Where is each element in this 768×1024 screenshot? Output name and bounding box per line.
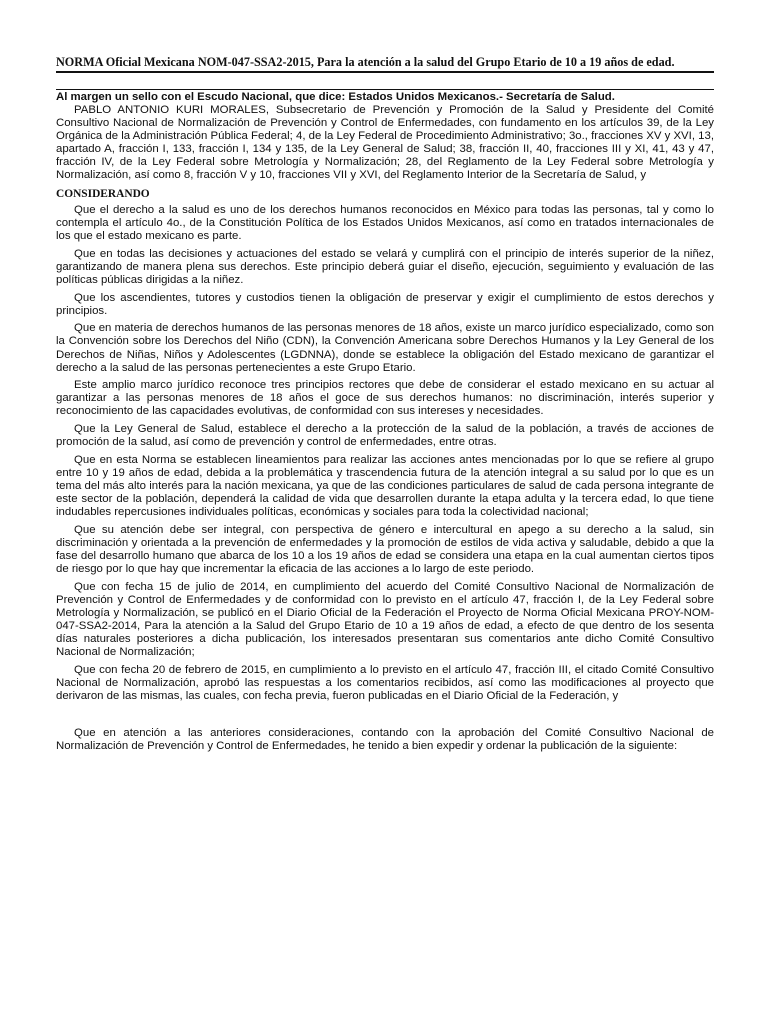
considerando-paragraph: Que en materia de derechos humanos de las personas menores de 18 años, existe un marco jurídico especializado, como son la Convención sobre los Derechos del Niño (CDN), la Convención Americana sobre Derechos Humanos y la Ley General de los Derechos de Niñas, Niños y Adolescentes (LGDNNA), donde se establece la obligación del Estado mexicano de garantizar el derecho a la salud de las personas pertenecientes a este Grupo Etario.	[56, 322, 714, 374]
considerando-heading: CONSIDERANDO	[56, 188, 150, 201]
considerando-paragraph: Que los ascendientes, tutores y custodios tienen la obligación de preservar y exigir el cumplimiento de estos derechos y principios.	[56, 291, 714, 317]
considerando-paragraph: Este amplio marco jurídico reconoce tres principios rectores que debe de considerar el estado mexicano en su actuar al garantizar a las personas menores de 18 años el goce de sus derechos humanos: no discriminación, interés superior y reconocimiento de las capacidades evolutivas, de conformidad con sus intereses y necesidades.	[56, 379, 714, 418]
intro-paragraph: PABLO ANTONIO KURI MORALES, Subsecretario de Prevención y Promoción de la Salud y Presidente del Comité Consultivo Nacional de Normalización de Prevención y Control de Enfermedades, con fundamento en los artículos 39, de la Ley Orgánica de la Administración Pública Federal; 4, de la Ley Federal de Procedimiento Administrativo; 3o., fracciones XV y XVI, 13, apartado A, fracción I, 133, fracción I, 134 y 135, de la Ley General de Salud; 38, fracción II, 40, fracciones III y XI, 41, 43 y 47, fracción IV, de la Ley Federal sobre Metrología y Normalización; 28, del Reglamento de la Ley Federal sobre Metrología y Normalización, así como 8, fracción V y 10, fracciones VII y XVI, del Reglamento Interior de la Secretaría de Salud, y	[56, 104, 714, 182]
document-header-title: NORMA Oficial Mexicana NOM-047-SSA2-2015, Para la atención a la salud del Grupo Etario de 10 a 19 años de edad.	[56, 54, 714, 73]
considerando-paragraph: Que la Ley General de Salud, establece el derecho a la protección de la salud de la población, a través de acciones de promoción de la salud, así como de prevención y control de enfermedades, entre otras.	[56, 422, 714, 449]
closing-paragraph: Que en atención a las anteriores consideraciones, contando con la aprobación del Comité Consultivo Nacional de Normalización de Prevención y Control de Enfermedades, he tenido a bien expedir y ordenar la publicación de la siguiente:	[56, 726, 714, 752]
considerando-paragraph: Que en esta Norma se establecen lineamientos para realizar las acciones antes mencionadas por lo que se refiere al grupo entre 10 y 19 años de edad, debida a la problemática y trascendencia futura de la atención integral a su salud por lo que es un tema del más alto interés para la nación mexicana, ya que de las condiciones particulares de salud de cada persona integrante de este sector de la población, dependerá la calidad de vida que desarrollen durante la etapa adulta y la tercera edad, lo que tiene indudables repercusiones individuales políticas, económicas y sociales para toda la colectividad nacional;	[56, 453, 714, 519]
considerando-paragraph: Que su atención debe ser integral, con perspectiva de género e intercultural en apego a su derecho a la salud, sin discriminación y orientada a la prevención de enfermedades y la promoción de estilos de vida activa y saludable, debido a que la fase del desarrollo humano que abarca de los 10 a los 19 años de edad se considera una etapa en la cual aumentan ciertos tipos de riesgo por lo que hay que incrementar la eficacia de las acciones a lo largo de este periodo.	[56, 523, 714, 575]
considerando-paragraph: Que el derecho a la salud es uno de los derechos humanos reconocidos en México para todas las personas, tal y como lo contempla el artículo 4o., de la Constitución Política de los Estados Unidos Mexicanos, así como en tratados internacionales de los que el estado mexicano es parte.	[56, 204, 714, 243]
considerando-paragraph: Que con fecha 15 de julio de 2014, en cumplimiento del acuerdo del Comité Consultivo Nacional de Normalización de Prevención y Control de Enfermedades y de conformidad con lo previsto en el artículo 47, fracción I, de la Ley Federal sobre Metrología y Normalización, se publicó en el Diario Oficial de la Federación el Proyecto de Norma Oficial Mexicana PROY-NOM-047-SSA2-2014, Para la atención a la Salud del Grupo Etario de 10 a 19 años de edad, a efecto de que dentro de los sesenta días naturales posteriores a dicha publicación, los interesados presentaran sus comentarios ante dicho Comité Consultivo Nacional de Normalización;	[56, 580, 714, 658]
seal-note: Al margen un sello con el Escudo Nacional, que dice: Estados Unidos Mexicanos.- Secretaría de Salud.	[56, 91, 615, 103]
considerando-paragraph: Que con fecha 20 de febrero de 2015, en cumplimiento a lo previsto en el artículo 47, fracción III, el citado Comité Consultivo Nacional de Normalización, aprobó las respuestas a los comentarios recibidos, así como las modificaciones al proyecto que derivaron de las mismas, las cuales, con fecha previa, fueron publicadas en el Diario Oficial de la Federación, y	[56, 663, 714, 702]
header-rule	[56, 73, 714, 90]
considerando-paragraph: Que en todas las decisiones y actuaciones del estado se velará y cumplirá con el principio de interés superior de la niñez, garantizando de manera plena sus derechos. Este principio deberá guiar el diseño, ejecución, seguimiento y evaluación de las políticas públicas dirigidas a la niñez.	[56, 247, 714, 287]
document-page	[56, 54, 714, 758]
